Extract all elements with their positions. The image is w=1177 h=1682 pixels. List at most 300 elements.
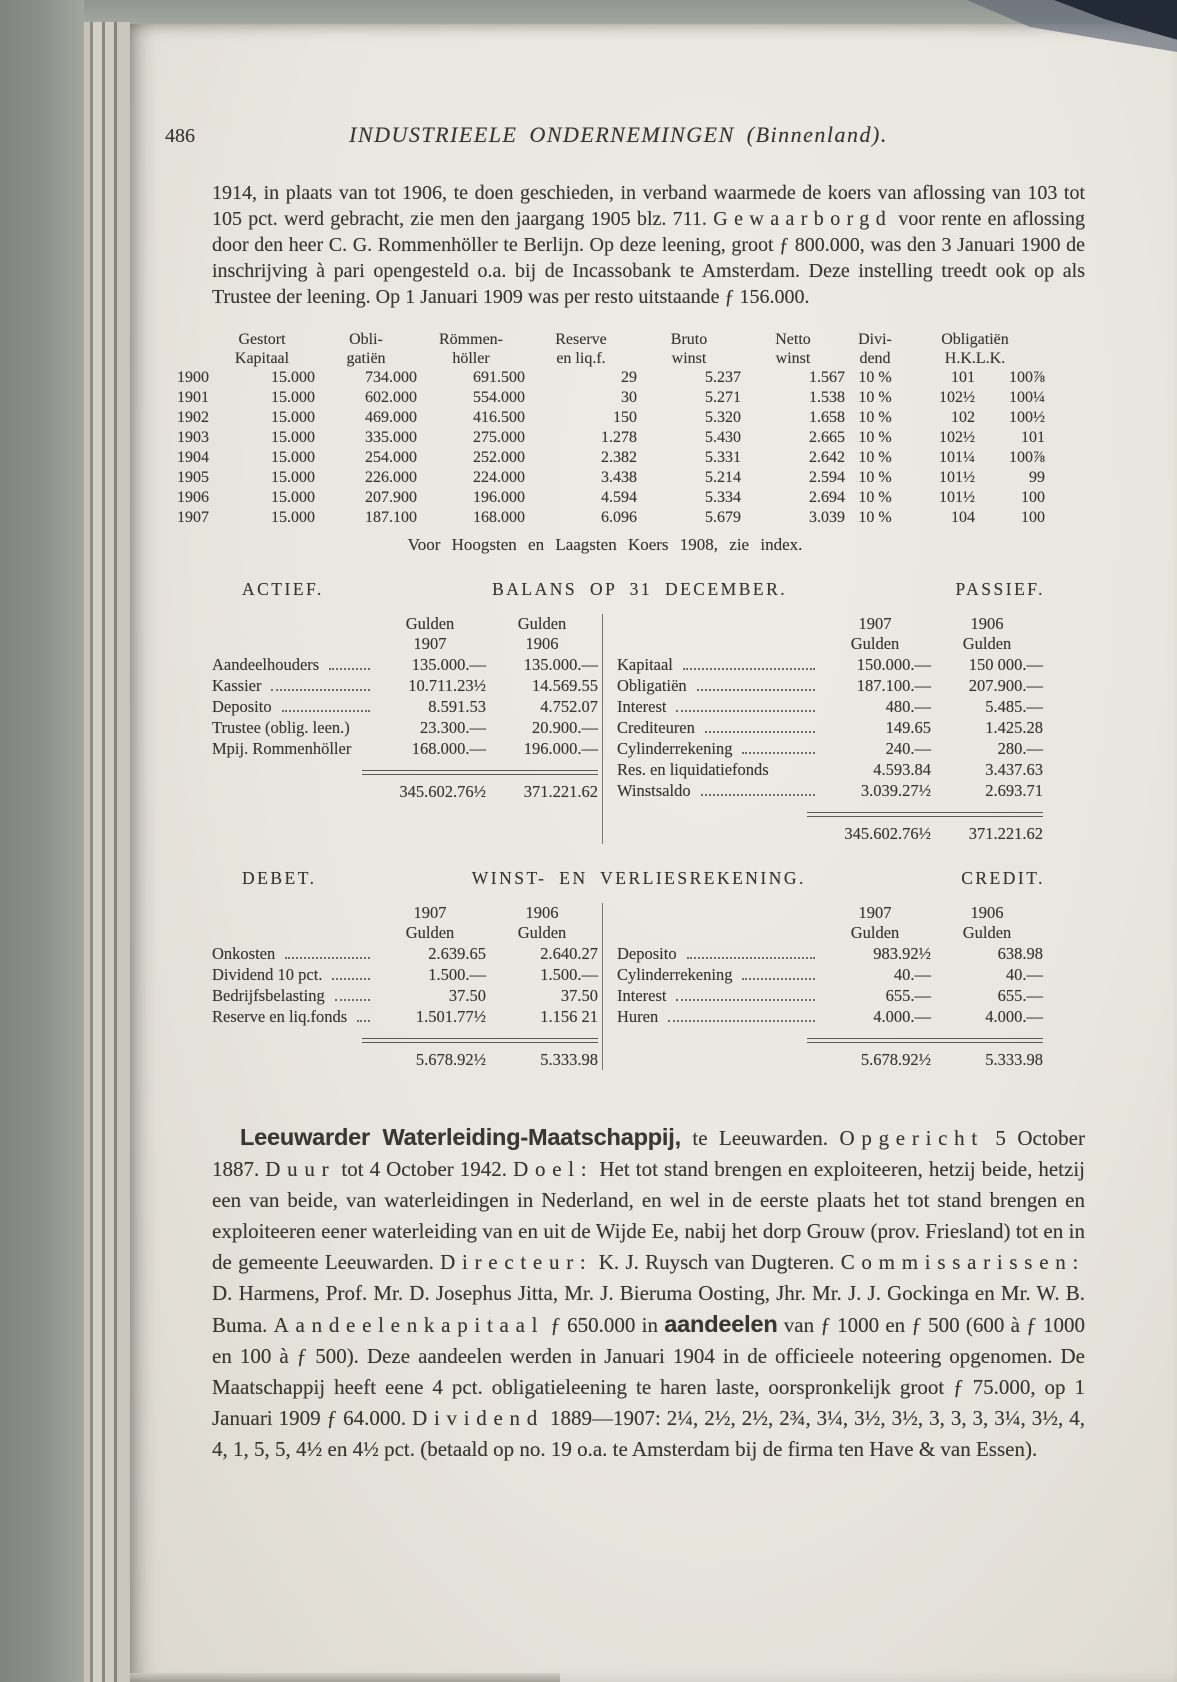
rommenholler-cell: 691.500 (473, 369, 525, 386)
ledger-row (617, 964, 1043, 985)
dividend-cell: 10 % (858, 409, 892, 426)
ledger-row (617, 717, 1043, 738)
reserve-cell: 150 (613, 409, 637, 426)
dotted-leader (742, 752, 815, 754)
ledger-row-label: Aandeelhouders (212, 655, 320, 674)
page-title: INDUSTRIEELE ONDERNEMINGEN (Binnenland). (349, 122, 888, 147)
header-line-1: Bruto (670, 331, 708, 348)
total-1907: 345.602.76½ (844, 824, 931, 843)
koers-cell (905, 408, 1045, 428)
text-segment: Het tot stand brengen en exploiteeren, hetzij beide, hetzij een van beide, van waterleidingen in Nederland, en wel in de eerste plaats het tot stand brengen en exploiteeren eener waterleiding van en uit de Wijde Ee, nabij het dorp Grouw (prov. Friesland) tot en in de gemeente Leeuwarden. (212, 1157, 1086, 1274)
ledger-row-label: Res. en liquidatiefonds (617, 760, 769, 779)
rommenholler-cell: 252.000 (473, 449, 525, 466)
ledger-row (212, 985, 598, 1006)
hoogste-koers: 101 (951, 369, 975, 386)
balans-actief-column (212, 614, 602, 844)
dotted-leader (676, 999, 815, 1001)
dotted-leader (271, 689, 370, 691)
overview-col-header (845, 330, 905, 368)
text-segment: K. J. Ruysch van Dugteren. (592, 1250, 841, 1274)
dividend-cell: 10 % (858, 469, 892, 486)
header-line-2: H.K.L.K. (944, 350, 1006, 367)
year-cell: 1902 (177, 409, 209, 426)
ledger-row-label: Deposito (617, 944, 677, 963)
bruto-winst-cell: 5.331 (705, 449, 741, 466)
obligatien-cell: 734.000 (365, 369, 417, 386)
bruto-winst-cell: 5.430 (705, 429, 741, 446)
value-1907: 40.— (893, 965, 931, 984)
value-1907: 4.000.— (873, 1007, 931, 1026)
text-segment: van ƒ 1000 en ƒ 500 (600 à ƒ 1000 en 100 à ƒ 500). Deze aandeelen werden in Januari 1904 in de officieele noteering opgenomen. De Maatschappij heeft eene 4 pct. obligatieleening te haren laste, oorspronkelijk groot ƒ 75.000, op 1 Januari 1909 ƒ 64.000. (212, 1313, 1085, 1430)
value-1906: 1.425.28 (985, 718, 1043, 737)
total-rule (807, 812, 1043, 817)
overview-col-header (315, 330, 417, 368)
header-line-1: Römmen- (439, 331, 503, 348)
col-header-top: 1906 (525, 903, 559, 922)
rommenholler-cell: 196.000 (473, 489, 525, 506)
value-1906: 4.752.07 (540, 697, 598, 716)
laagste-koers: 99 (1029, 469, 1045, 486)
overview-table-body (165, 368, 1045, 528)
value-1907: 983.92½ (873, 944, 931, 963)
table-row (165, 448, 1045, 468)
netto-winst-cell: 2.694 (809, 489, 845, 506)
ledger-col-headers (617, 903, 1043, 943)
dotted-leader (357, 1020, 370, 1022)
laagste-koers: 100 (1021, 489, 1045, 506)
bruto-winst-cell: 5.334 (705, 489, 741, 506)
value-1907: 149.65 (885, 718, 931, 737)
ledger-col1-header (819, 903, 931, 943)
text-segment: 1889—1907: 2¼, 2½, 2½, 2¾, 3¼, 3½, 3½, 3, 3, 3, 3¼, 3½, 4, 4, 1, 5, 5, 4½ en 4½ pct. (betaald op no. 19 o.a. te Amsterdam bij de firma ten Have & van Essen). (212, 1406, 1085, 1461)
dotted-leader (332, 978, 370, 980)
ledger-row (617, 1006, 1043, 1027)
value-1906: 1.500.— (540, 965, 598, 984)
obligatien-cell: 602.000 (365, 389, 417, 406)
company-paragraph (212, 1122, 1085, 1465)
text-segment: Aandeelenkapitaal (273, 1313, 545, 1337)
bruto-winst-cell: 5.679 (705, 509, 741, 526)
dotted-leader (697, 689, 815, 691)
ledger-row (212, 738, 598, 759)
col-header-top: Gulden (517, 614, 567, 633)
year-cell: 1907 (177, 509, 209, 526)
col-header-top: 1906 (970, 903, 1004, 922)
value-1906: 20.900.— (532, 718, 598, 737)
overview-col-header (637, 330, 741, 368)
ledger-row (617, 738, 1043, 759)
netto-winst-cell: 1.658 (809, 409, 845, 426)
page-number: 486 (165, 125, 195, 147)
ledger-row-label: Deposito (212, 697, 272, 716)
text-segment: Directeur: (440, 1250, 593, 1274)
ledger-col2-header (931, 614, 1043, 654)
table-row (165, 368, 1045, 388)
header-line-2: dend (859, 350, 891, 367)
book-gutter (0, 0, 84, 1682)
ledger-total-row (212, 781, 598, 802)
value-1907: 187.100.— (856, 676, 931, 695)
reserve-cell: 3.438 (601, 469, 637, 486)
dividend-cell: 10 % (858, 429, 892, 446)
bruto-winst-cell: 5.271 (705, 389, 741, 406)
col-header-bottom: Gulden (962, 634, 1012, 653)
table-row (165, 508, 1045, 528)
obligatien-cell: 254.000 (365, 449, 417, 466)
header-line-1: Obli- (349, 331, 383, 348)
dividend-cell: 10 % (858, 509, 892, 526)
value-1907: 3.039.27½ (860, 781, 931, 800)
header-line-2: höller (452, 350, 490, 367)
dotted-leader (701, 794, 815, 796)
table-row (165, 408, 1045, 428)
text-segment: voor rente en aflossing door den heer C. G. Rommenhöller te Berlijn. Op deze leening, groot ƒ 800.000, was den 3 Januari 1900 de inschrijving à pari opengesteld o.a. bij de Incassobank te Amsterdam. Deze instelling treedt ook op als Trustee der leening. Op 1 Januari 1909 was per resto uitstaande ƒ 156.000. (212, 208, 1085, 308)
netto-winst-cell: 3.039 (809, 509, 845, 526)
reserve-cell: 4.594 (601, 489, 637, 506)
text-segment: Dividend (412, 1406, 544, 1430)
hoogste-koers: 101½ (939, 469, 975, 486)
netto-winst-cell: 2.642 (809, 449, 845, 466)
dividend-cell: 10 % (858, 449, 892, 466)
overview-col-header (905, 330, 1045, 368)
value-1907: 1.500.— (428, 965, 486, 984)
gestort-kapitaal-cell: 15.000 (271, 409, 315, 426)
obligatien-cell: 469.000 (365, 409, 417, 426)
netto-winst-cell: 2.594 (809, 469, 845, 486)
ledger-row (617, 780, 1043, 801)
gestort-kapitaal-cell: 15.000 (271, 509, 315, 526)
gestort-kapitaal-cell: 15.000 (271, 429, 315, 446)
ledger-row-label: Cylinderrekening (617, 965, 733, 984)
value-1907: 150.000.— (856, 655, 931, 674)
value-1906: 40.— (1005, 965, 1043, 984)
balans-passief-column (602, 614, 1085, 844)
col-header-bottom: Gulden (517, 923, 567, 942)
total-rule (807, 1038, 1043, 1043)
dividend-cell: 10 % (858, 489, 892, 506)
intro-paragraph (212, 180, 1085, 310)
col-header-bottom: Gulden (962, 923, 1012, 942)
rommenholler-cell: 554.000 (473, 389, 525, 406)
ledger-row-label: Obligatiën (617, 676, 687, 695)
hoogste-koers: 102 (951, 409, 975, 426)
hoogste-koers: 104 (951, 509, 975, 526)
col-header-top: 1907 (858, 614, 892, 633)
text-segment: tot 4 October 1942. (335, 1157, 514, 1181)
koers-cell (905, 388, 1045, 408)
rommenholler-cell: 416.500 (473, 409, 525, 426)
header-line-2: winst (775, 350, 811, 367)
total-1907: 345.602.76½ (399, 782, 486, 801)
total-rule (362, 1038, 598, 1043)
wv-debet-column (212, 903, 602, 1070)
reserve-cell: 6.096 (601, 509, 637, 526)
value-1906: 37.50 (560, 986, 598, 1005)
ledger-row (212, 654, 598, 675)
passief-label: PASSIEF. (955, 579, 1045, 599)
balans-title: BALANS OP 31 DECEMBER. (492, 579, 788, 599)
value-1906: 2.693.71 (985, 781, 1043, 800)
ledger-row (617, 696, 1043, 717)
ledger-row (212, 964, 598, 985)
value-1906: 14.569.55 (532, 676, 598, 695)
dotted-leader (687, 957, 815, 959)
text-segment: 5 October 1887. (212, 1126, 1085, 1181)
text-segment: Opgericht (839, 1126, 984, 1150)
text-segment: aandeelen (664, 1311, 778, 1337)
value-1906: 4.000.— (985, 1007, 1043, 1026)
dotted-leader (676, 710, 815, 712)
header-line-1: Obligatiën (941, 331, 1009, 348)
value-1906: 3.437.63 (985, 760, 1043, 779)
ledger-row-label: Kassier (212, 676, 262, 695)
wv-section-titles (212, 868, 1085, 889)
ledger-row (212, 696, 598, 717)
ledger-col-headers (212, 614, 598, 654)
ledger-col2-header (931, 903, 1043, 943)
value-1907: 135.000.— (411, 655, 486, 674)
text-segment: 1914, in plaats van tot 1906, te doen geschieden, in verband waarmede de koers van aflossing van 103 tot 105 pct. werd gebracht, zie men den jaargang 1905 blz. 711. (212, 182, 1085, 230)
value-1906: 1.156 21 (540, 1007, 598, 1026)
total-1906: 371.221.62 (523, 782, 598, 801)
header-line-1: Divi- (858, 331, 892, 348)
ledger-total-row (617, 823, 1043, 844)
col-header-bottom: Gulden (850, 634, 900, 653)
value-1907: 168.000.— (411, 739, 486, 758)
bruto-winst-cell: 5.214 (705, 469, 741, 486)
ledger-row-label: Onkosten (212, 944, 276, 963)
laagste-koers: 100 (1021, 509, 1045, 526)
value-1906: 5.485.— (985, 697, 1043, 716)
value-1906: 2.640.27 (540, 944, 598, 963)
dotted-leader (742, 978, 815, 980)
gestort-kapitaal-cell: 15.000 (271, 389, 315, 406)
overview-col-header (525, 330, 637, 368)
dividend-cell: 10 % (858, 389, 892, 406)
value-1907: 8.591.53 (428, 697, 486, 716)
dotted-leader (668, 1020, 815, 1022)
balans-sheet (212, 614, 1085, 844)
year-cell: 1901 (177, 389, 209, 406)
ledger-row-label: Trustee (oblig. leen.) (212, 718, 350, 737)
ledger-row-label: Cylinderrekening (617, 739, 733, 758)
obligatien-cell: 335.000 (365, 429, 417, 446)
col-header-bottom: 1906 (525, 634, 559, 653)
dotted-leader (329, 668, 370, 670)
col-header-bottom: Gulden (405, 923, 455, 942)
dotted-leader (335, 999, 370, 1001)
ledger-row (617, 759, 1043, 780)
rommenholler-cell: 168.000 (473, 509, 525, 526)
col-header-bottom: Gulden (850, 923, 900, 942)
table-row (165, 468, 1045, 488)
wv-sheet (212, 903, 1085, 1070)
col-header-top: 1907 (413, 903, 447, 922)
value-1906: 150 000.— (968, 655, 1043, 674)
value-1907: 4.593.84 (873, 760, 931, 779)
overview-table-header-row (165, 330, 1045, 368)
ledger-row (212, 675, 598, 696)
netto-winst-cell: 1.567 (809, 369, 845, 386)
ledger-col1-header (374, 903, 486, 943)
text-segment: Duur (265, 1157, 336, 1181)
col-header-top: Gulden (405, 614, 455, 633)
balans-section-titles (212, 579, 1085, 600)
debet-label: DEBET. (242, 868, 317, 888)
year-cell: 1906 (177, 489, 209, 506)
gestort-kapitaal-cell: 15.000 (271, 469, 315, 486)
dotted-leader (282, 710, 370, 712)
value-1906: 655.— (997, 986, 1043, 1005)
ledger-row-label: Interest (617, 697, 667, 716)
header-line-1: Reserve (555, 331, 607, 348)
value-1906: 196.000.— (523, 739, 598, 758)
ledger-col-headers (212, 903, 598, 943)
reserve-cell: 30 (621, 389, 637, 406)
koers-cell (905, 508, 1045, 528)
bruto-winst-cell: 5.237 (705, 369, 741, 386)
ledger-total-row (617, 1049, 1043, 1070)
text-segment: D. Harmens, Prof. Mr. D. Josephus Jitta, Mr. J. Bieruma Oosting, Jhr. Mr. J. J. Gockinga en Mr. W. B. Buma. (212, 1281, 1085, 1337)
value-1907: 480.— (885, 697, 931, 716)
ledger-row-label: Dividend 10 pct. (212, 965, 323, 984)
text-segment: Commissarissen: (840, 1250, 1086, 1274)
value-1907: 2.639.65 (428, 944, 486, 963)
ledger-row (212, 943, 598, 964)
ledger-row-label: Bedrijfsbelasting (212, 986, 325, 1005)
company-name: Leeuwarder Waterleiding-Maatschappij, (240, 1124, 681, 1150)
value-1907: 1.501.77½ (415, 1007, 486, 1026)
overview-col-header (165, 330, 209, 368)
value-1907: 240.— (885, 739, 931, 758)
ledger-col-headers (617, 614, 1043, 654)
netto-winst-cell: 2.665 (809, 429, 845, 446)
header-line-1: Gestort (238, 331, 286, 348)
text-segment: Gewaarborgd (713, 208, 893, 230)
page-edge-bottom (130, 1673, 560, 1682)
year-cell: 1905 (177, 469, 209, 486)
reserve-cell: 1.278 (601, 429, 637, 446)
value-1907: 23.300.— (420, 718, 486, 737)
koers-cell (905, 468, 1045, 488)
col-header-top: 1907 (858, 903, 892, 922)
overview-col-header (209, 330, 315, 368)
header-line-2: en liq.f. (556, 350, 606, 367)
total-1906: 371.221.62 (968, 824, 1043, 843)
bruto-winst-cell: 5.320 (705, 409, 741, 426)
text-segment: Doel: (513, 1157, 594, 1181)
ledger-row (617, 675, 1043, 696)
header-line-1: Netto (775, 331, 811, 348)
total-1906: 5.333.98 (985, 1050, 1043, 1069)
wv-title: WINST- EN VERLIESREKENING. (471, 868, 806, 888)
credit-label: CREDIT. (961, 868, 1045, 888)
koers-cell (905, 428, 1045, 448)
year-cell: 1900 (177, 369, 209, 386)
rommenholler-cell: 224.000 (473, 469, 525, 486)
laagste-koers: 100¼ (1009, 389, 1045, 406)
overview-col-header (417, 330, 525, 368)
table-row (165, 388, 1045, 408)
table-row (165, 428, 1045, 448)
dotted-leader (285, 957, 370, 959)
hoogste-koers: 102½ (939, 429, 975, 446)
overview-table (165, 330, 1045, 528)
reserve-cell: 2.382 (601, 449, 637, 466)
laagste-koers: 101 (1021, 429, 1045, 446)
value-1907: 655.— (885, 986, 931, 1005)
value-1906: 207.900.— (968, 676, 1043, 695)
ledger-row-label: Reserve en liq.fonds (212, 1007, 348, 1026)
dotted-leader (683, 668, 815, 670)
value-1907: 10.711.23½ (408, 676, 486, 695)
ledger-row (617, 985, 1043, 1006)
ledger-col1-header (819, 614, 931, 654)
ledger-row-label: Mpij. Rommenhöller (212, 739, 352, 758)
obligatien-cell: 226.000 (365, 469, 417, 486)
dotted-leader (705, 731, 815, 733)
value-1906: 135.000.— (523, 655, 598, 674)
obligatien-cell: 187.100 (365, 509, 417, 526)
ledger-col2-header (486, 614, 598, 654)
actief-label: ACTIEF. (242, 579, 324, 599)
koers-cell (905, 368, 1045, 388)
ledger-col2-header (486, 903, 598, 943)
col-header-top: 1906 (970, 614, 1004, 633)
total-1907: 5.678.92½ (415, 1050, 486, 1069)
text-segment: te Leeuwarden. (680, 1126, 840, 1150)
netto-winst-cell: 1.538 (809, 389, 845, 406)
ledger-row (617, 654, 1043, 675)
page-edge-stack (84, 22, 130, 1682)
total-rule (362, 770, 598, 775)
header-line-2: winst (671, 350, 707, 367)
value-1907: 37.50 (448, 986, 486, 1005)
value-1906: 638.98 (997, 944, 1043, 963)
gestort-kapitaal-cell: 15.000 (271, 369, 315, 386)
laagste-koers: 100½ (1009, 409, 1045, 426)
ledger-row-label: Crediteuren (617, 718, 695, 737)
ledger-row-label: Winstsaldo (617, 781, 691, 800)
table-footnote: Voor Hoogsten en Laagsten Koers 1908, zie index. (407, 535, 803, 554)
laagste-koers: 100⅞ (1009, 369, 1045, 386)
reserve-cell: 29 (621, 369, 637, 386)
wv-credit-column (602, 903, 1085, 1070)
hoogste-koers: 102½ (939, 389, 975, 406)
ledger-col1-header (374, 614, 486, 654)
koers-cell (905, 448, 1045, 468)
year-cell: 1904 (177, 449, 209, 466)
total-1906: 5.333.98 (540, 1050, 598, 1069)
page-header (165, 122, 1085, 158)
hoogste-koers: 101¼ (939, 449, 975, 466)
text-segment: ƒ 650.000 in (544, 1313, 665, 1337)
laagste-koers: 100⅞ (1009, 449, 1045, 466)
ledger-row (617, 943, 1043, 964)
ledger-row-label: Interest (617, 986, 667, 1005)
value-1906: 280.— (997, 739, 1043, 758)
ledger-row (212, 717, 598, 738)
header-line-2: Kapitaal (234, 350, 290, 367)
koers-cell (905, 488, 1045, 508)
overview-col-header (741, 330, 845, 368)
header-line-2: gatiën (346, 350, 386, 367)
year-cell: 1903 (177, 429, 209, 446)
ledger-row-label: Huren (617, 1007, 659, 1026)
gestort-kapitaal-cell: 15.000 (271, 449, 315, 466)
hoogste-koers: 101½ (939, 489, 975, 506)
rommenholler-cell: 275.000 (473, 429, 525, 446)
